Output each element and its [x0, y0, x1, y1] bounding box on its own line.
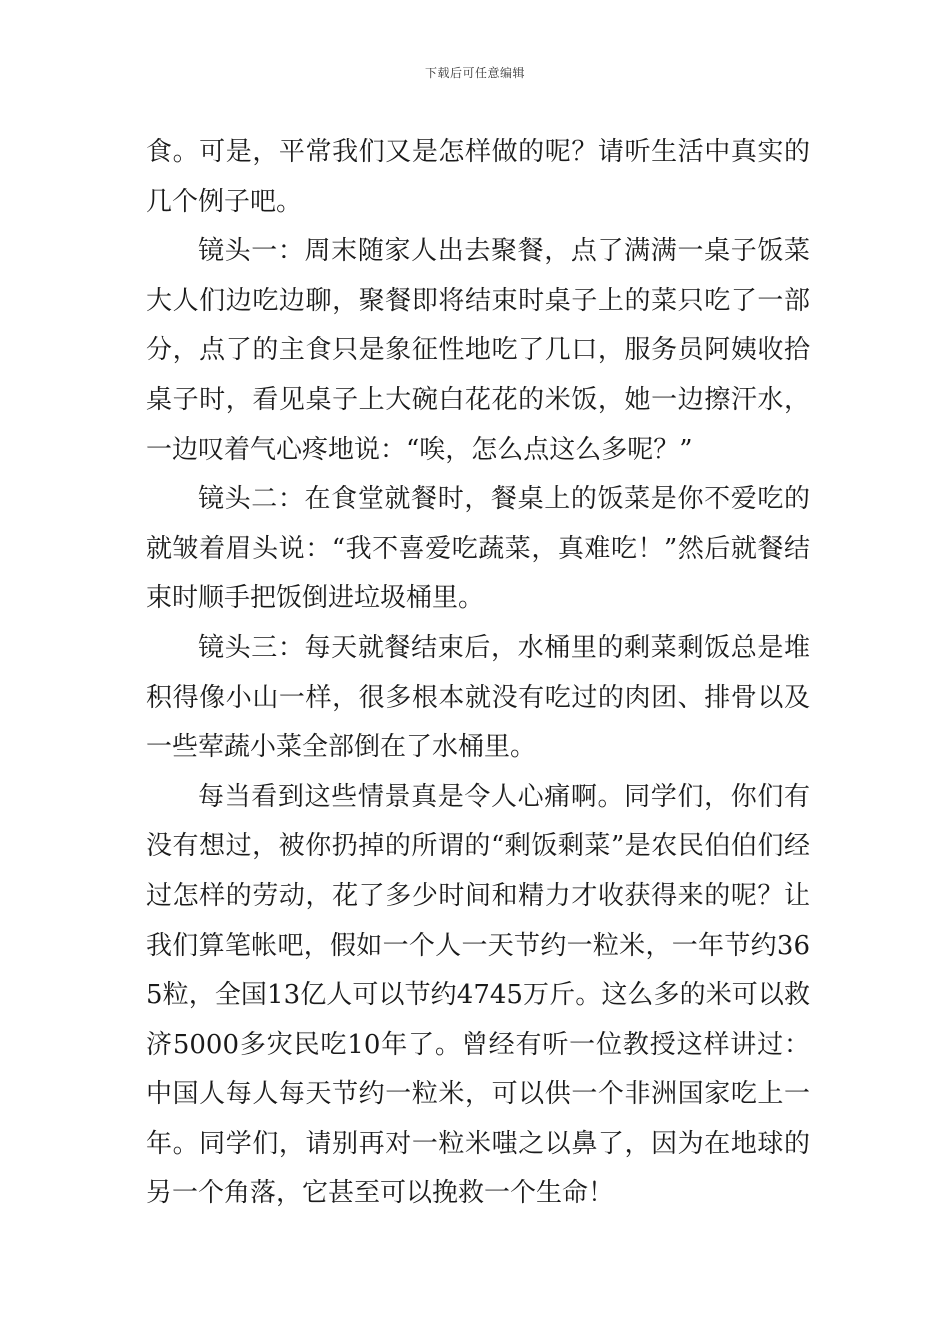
document-body — [146, 128, 810, 1219]
paragraph-scene-three: 镜头三：每天就餐结束后，水桶里的剩菜剩饭总是堆积得像小山一样，很多根本就没有吃过的肉团、排骨以及一些荤蔬小菜全部倒在了水桶里。 — [146, 632, 810, 763]
page-header: 下载后可任意编辑 — [424, 66, 525, 80]
paragraph-continuation: 食。可是，平常我们又是怎样做的呢？请听生活中真实的几个例子吧。 — [146, 137, 810, 217]
paragraph-scene-two: 镜头二：在食堂就餐时，餐桌上的饭菜是你不爱吃的就皱着眉头说：“我不喜爱吃蔬菜，真难吃！”然后就餐结束时顺手把饭倒进垃圾桶里。 — [146, 484, 810, 614]
paragraph-reflection: 每当看到这些情景真是令人心痛啊。同学们，你们有没有想过，被你扔掉的所谓的“剩饭剩菜”是农民伯伯们经过怎样的劳动，花了多少时间和精力才收获得来的呢？让我们算笔帐吧，假如一个人一天节约一粒米，一年节约365粒，全国13亿人可以节约4745万斤。这么多的米可以救济5000多灾民吃10年了。曾经有听一位教授这样讲过：中国人每人每天节约一粒米，可以供一个非洲国家吃上一年。同学们，请别再对一粒米嗤之以鼻了，因为在地球的另一个角落，它甚至可以挽救一个生命！ — [146, 781, 810, 1209]
paragraph-scene-one: 镜头一：周末随家人出去聚餐，点了满满一桌子饭菜大人们边吃边聊，聚餐即将结束时桌子上的菜只吃了一部分，点了的主食只是象征性地吃了几口，服务员阿姨收拾桌子时，看见桌子上大碗白花花的米饭，她一边擦汗水，一边叹着气心疼地说：“唉，怎么点这么多呢？” — [146, 236, 810, 465]
